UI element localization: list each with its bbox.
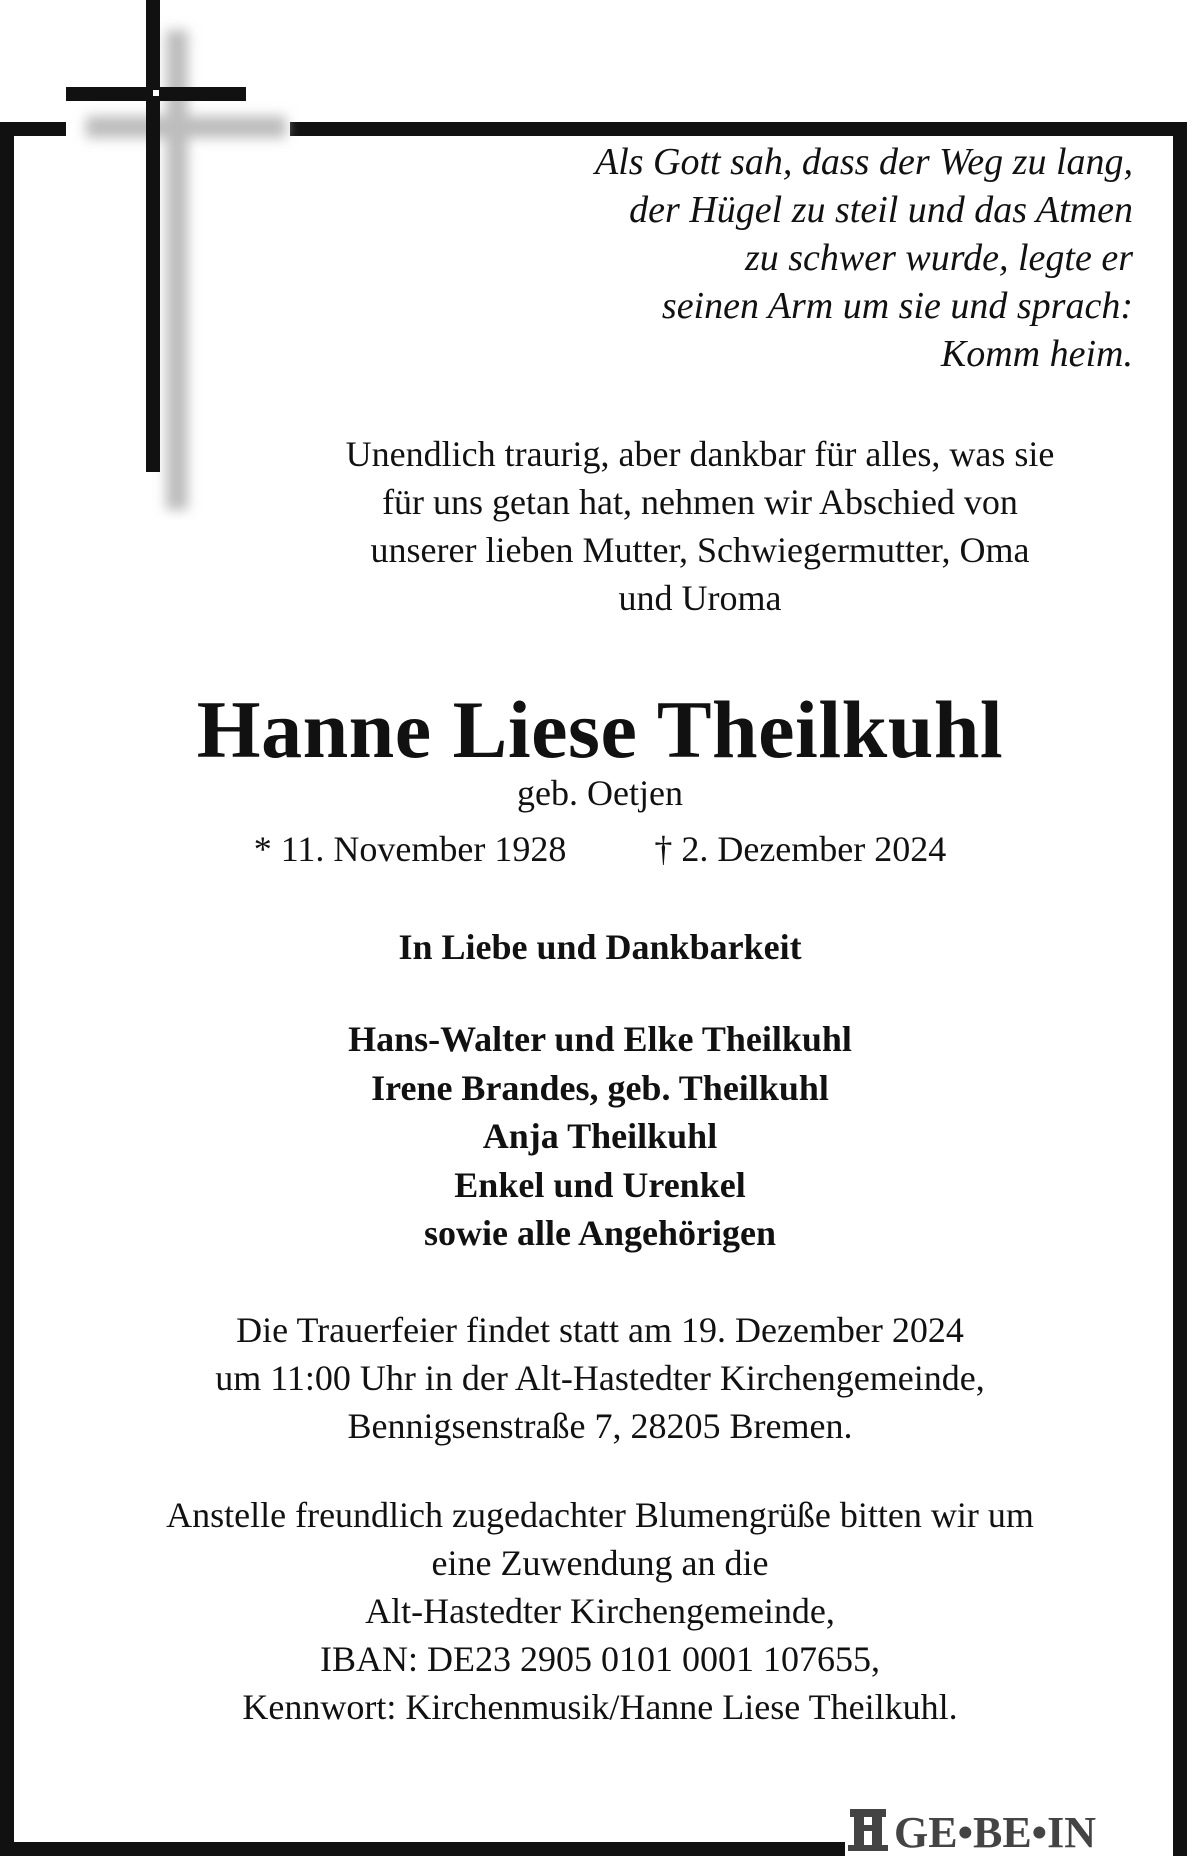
intro-line: und Uroma [618, 578, 782, 618]
service-line: um 11:00 Uhr in der Alt-Hastedter Kirchengemeinde, [215, 1358, 985, 1398]
donation-info [0, 1491, 1200, 1731]
service-info [0, 1306, 1200, 1450]
family-member: Enkel und Urenkel [454, 1164, 746, 1205]
frame-top-right [290, 122, 1187, 136]
service-line: Bennigsenstraße 7, 28205 Bremen. [347, 1406, 853, 1446]
closing-phrase: In Liebe und Dankbarkeit [398, 927, 802, 967]
maiden-name: geb. Oetjen [517, 773, 683, 813]
poem-line: seinen Arm um sie und sprach: [661, 285, 1133, 327]
death-date: † 2. Dezember 2024 [654, 829, 947, 869]
family-member: sowie alle Angehörigen [424, 1213, 776, 1253]
donation-line: IBAN: DE23 2905 0101 0001 107655, [320, 1639, 880, 1679]
poem-line: Als Gott sah, dass der Weg zu lang, [594, 141, 1133, 183]
deceased-name: Hanne Liese Theilkuhl [196, 684, 1004, 775]
birth-date: * 11. November 1928 [253, 829, 567, 869]
donation-line: Anstelle freundlich zugedachter Blumengrüße bitten wir um [166, 1495, 1034, 1535]
poem-line: Komm heim. [940, 333, 1133, 375]
gebein-logo-icon [848, 1807, 888, 1856]
intro-line: unserer lieben Mutter, Schwiegermutter, Oma [370, 530, 1030, 570]
gebein-logo-text: GE•BE•IN [894, 1808, 1096, 1857]
intro-line: für uns getan hat, nehmen wir Abschied von [382, 482, 1018, 522]
donation-line: Kennwort: Kirchenmusik/Hanne Liese Theilkuhl. [242, 1687, 958, 1727]
life-dates [0, 826, 1200, 872]
gebein-logo [848, 1810, 1096, 1856]
family-member: Irene Brandes, geb. Theilkuhl [371, 1067, 829, 1108]
family-list [0, 1015, 1200, 1258]
intro-line: Unendlich traurig, aber dankbar für alles, was sie [345, 434, 1055, 474]
family-member: Anja Theilkuhl [482, 1116, 718, 1156]
family-member: Hans-Walter und Elke Theilkuhl [348, 1019, 852, 1059]
poem-line: der Hügel zu steil und das Atmen [629, 189, 1133, 231]
poem-line: zu schwer wurde, legte er [744, 237, 1133, 279]
poem [433, 138, 1133, 378]
donation-line: Alt-Hastedter Kirchengemeinde, [365, 1591, 835, 1631]
donation-line: eine Zuwendung an die [431, 1543, 769, 1583]
frame-bottom [0, 1842, 845, 1856]
service-line: Die Trauerfeier findet statt am 19. Dezember 2024 [236, 1310, 964, 1350]
intro-text [270, 430, 1130, 622]
